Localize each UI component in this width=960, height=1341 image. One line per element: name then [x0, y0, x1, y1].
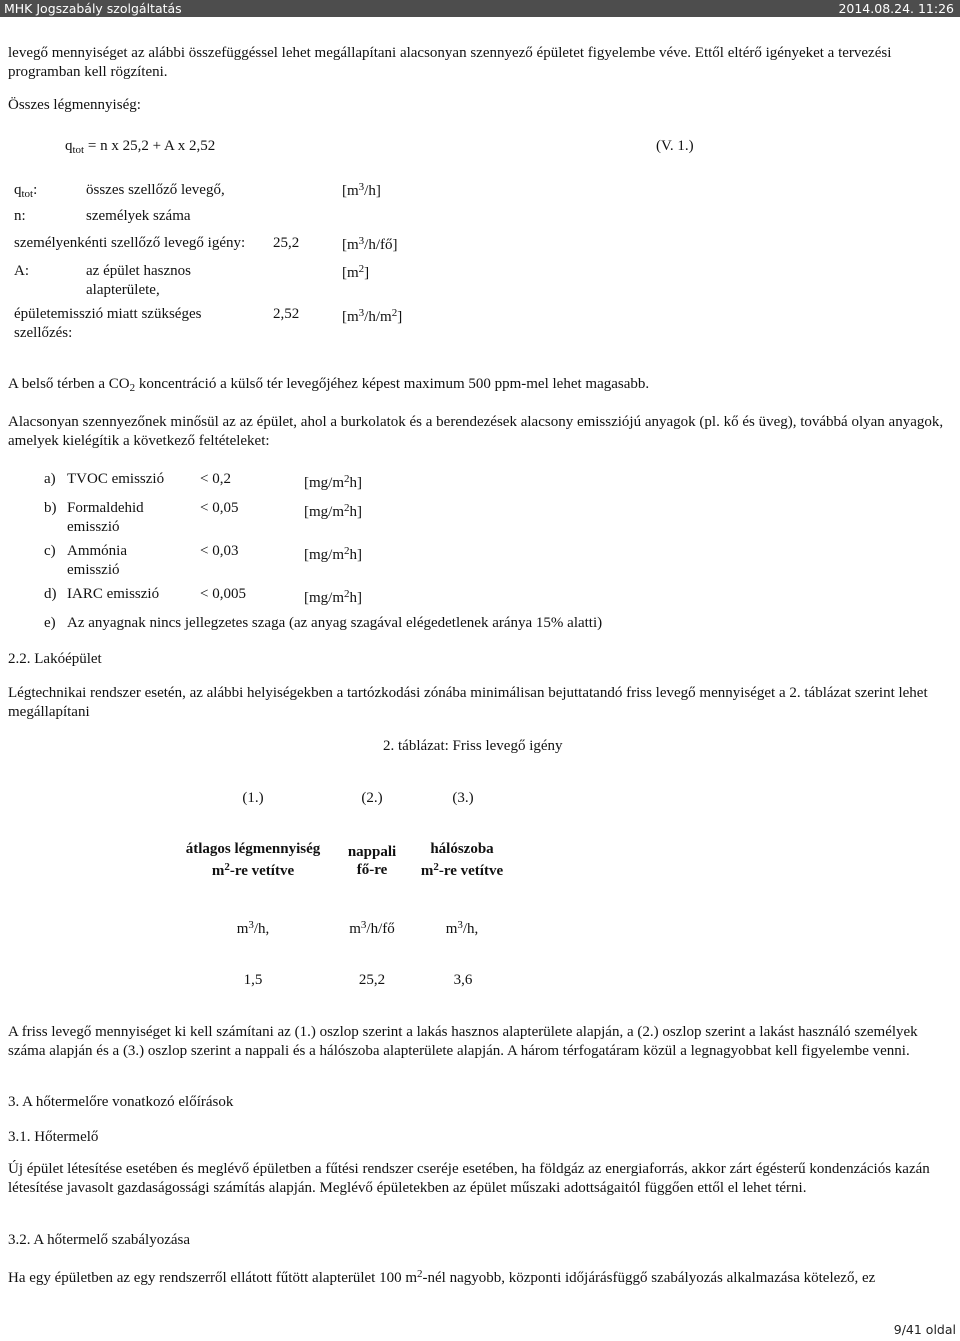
condition-letter: e)	[44, 615, 56, 631]
co2-sentence: A belső térben a $CO_2$ koncentráció a külső tér levegőjéhez képest maximum 500 ppm-mel lehet magasabb.	[8, 376, 650, 394]
top-bar	[0, 0, 960, 17]
section-heading: 3.1. Hőtermelő	[8, 1129, 99, 1145]
table-note-paragraph: A friss levegő mennyiséget ki kell számítani az (1.) oszlop szerint a lakás hasznos alapterülete alapján, a (2.) oszlop szerint a lakást használó személyek száma alapján és a (3.) oszlop szerint a nappali és a hálószoba alapterülete alapján. A három térfogatáram közül a legnagyobbat kell figyelembe venni.	[8, 1024, 918, 1059]
condition-letter: a)	[44, 471, 56, 487]
condition-letter: c)	[44, 543, 56, 559]
hotermelo-paragraph: Új épület létesítése esetében és meglévő épületben a fűtési rendszer cseréje esetében, ha földgáz az energiaforrás, akkor zárt égésterű kondenzációs kazán létesítése javasolt gazdaságossági számítás alapján. Meglévő épületekben az épület műszaki adottságaitól függően ettől el lehet térni.	[8, 1161, 930, 1196]
condition-limit: < 0,05	[200, 500, 239, 516]
section-heading: 2.2. Lakóépület	[8, 651, 102, 667]
var-a-desc: az épület hasznos alapterülete,	[86, 263, 191, 298]
table-head-line: nappali	[347, 844, 397, 860]
var-qtot-desc: összes szellőző levegő,	[86, 182, 225, 198]
low-pollution-paragraph: Alacsonyan szennyezőnek minősül az az épület, ahol a burkolatok és a berendezések alacsony emissziójú anyagok (pl. kő és üveg), továbbá olyan anyagok, amelyek kielégítik a következő feltételeket:	[8, 414, 944, 449]
var-emission-unit: $[m^3/h/m^2]$	[342, 307, 403, 325]
table-head-line: $m^2-re$ vetítve	[420, 861, 504, 879]
condition-unit: $[mg/m^2h]$	[304, 502, 362, 520]
table-col-number: (2.)	[361, 790, 383, 806]
table-head-line: fő-re	[356, 862, 388, 878]
var-person-desc: személyenkénti szellőző levegő igény:	[14, 235, 246, 251]
condition-unit: $[mg/m^2h]$	[304, 473, 362, 491]
var-emission-value: 2,52	[273, 306, 300, 322]
formula-ref: (V. 1.)	[656, 138, 694, 154]
page-number: 9/41 oldal	[893, 1322, 956, 1337]
condition-e-text: Az anyagnak nincs jellegzetes szaga (az anyag szagával elégedetlenek aránya 15% alatti)	[67, 615, 603, 631]
table-unit: $m^3/h$,	[445, 919, 479, 937]
table-col-number: (3.)	[452, 790, 474, 806]
site-title: MHK Jogszabály szolgáltatás	[4, 1, 182, 16]
table-head-line: $m^2-re$ vetítve	[211, 861, 295, 879]
condition-name: Formaldehid emisszió	[67, 500, 144, 535]
var-a-symbol: A:	[14, 263, 29, 279]
total-label: Összes légmennyiség:	[8, 97, 141, 113]
condition-name: Ammónia emisszió	[67, 543, 127, 578]
var-qtot-unit: $[m^3/h]$	[342, 181, 381, 199]
var-a-unit: $[m^2]$	[342, 263, 370, 281]
intro-paragraph: levegő mennyiséget az alábbi összefüggéssel lehet megállapítani alacsonyan szennyező épületet figyelembe véve. Ettől eltérő igényeket a tervezési programban kell rögzíteni.	[8, 45, 892, 80]
condition-name: TVOC emisszió	[67, 471, 165, 487]
condition-letter: b)	[44, 500, 57, 516]
condition-limit: < 0,03	[200, 543, 239, 559]
var-n-desc: személyek száma	[86, 208, 191, 224]
table-value: 1,5	[243, 972, 263, 988]
szabalyozas-paragraph: Ha egy épületben az egy rendszerről ellátott fűtött alapterület 100 $m^2$-nél nagyobb, központi időjárásfüggő szabályozás alkalmazása kötelező, ez	[8, 1268, 876, 1286]
condition-letter: d)	[44, 586, 57, 602]
print-datetime: 2014.08.24. 11:26	[838, 1, 954, 16]
condition-limit: < 0,2	[200, 471, 231, 487]
table-col-number: (1.)	[242, 790, 264, 806]
condition-unit: $[mg/m^2h]$	[304, 545, 362, 563]
formula: $q_{tot} = n$ x 25,2 + A x 2,52	[65, 138, 216, 156]
section-heading: 3. A hőtermelőre vonatkozó előírások	[8, 1094, 234, 1110]
table-head-line: hálószoba	[430, 841, 494, 857]
condition-limit: < 0,005	[200, 586, 246, 602]
var-qtot-symbol: $q_{tot}$:	[14, 182, 38, 200]
table-caption: 2. táblázat: Friss levegő igény	[383, 738, 563, 754]
condition-unit: $[mg/m^2h]$	[304, 588, 362, 606]
table-value: 25,2	[358, 972, 386, 988]
table-head-line: átlagos légmennyiség	[185, 841, 321, 857]
var-person-unit: $[m^3/h/fő]$	[342, 235, 398, 253]
section-heading: 3.2. A hőtermelő szabályozása	[8, 1232, 191, 1248]
table-unit: $m^3/h/fő$	[349, 919, 395, 937]
condition-name: IARC emisszió	[67, 586, 160, 602]
table-value: 3,6	[453, 972, 473, 988]
lakoepulet-paragraph: Légtechnikai rendszer esetén, az alábbi helyiségekben a tartózkodási zónába minimálisan bejuttatandó friss levegő mennyiséget a 2. táblázat szerint lehet megállapítani	[8, 685, 928, 720]
var-n-symbol: n:	[14, 208, 26, 224]
var-person-value: 25,2	[273, 235, 300, 251]
var-emission-desc: épületemisszió miatt szükséges szellőzés:	[14, 306, 202, 341]
table-unit: $m^3/h$,	[236, 919, 270, 937]
